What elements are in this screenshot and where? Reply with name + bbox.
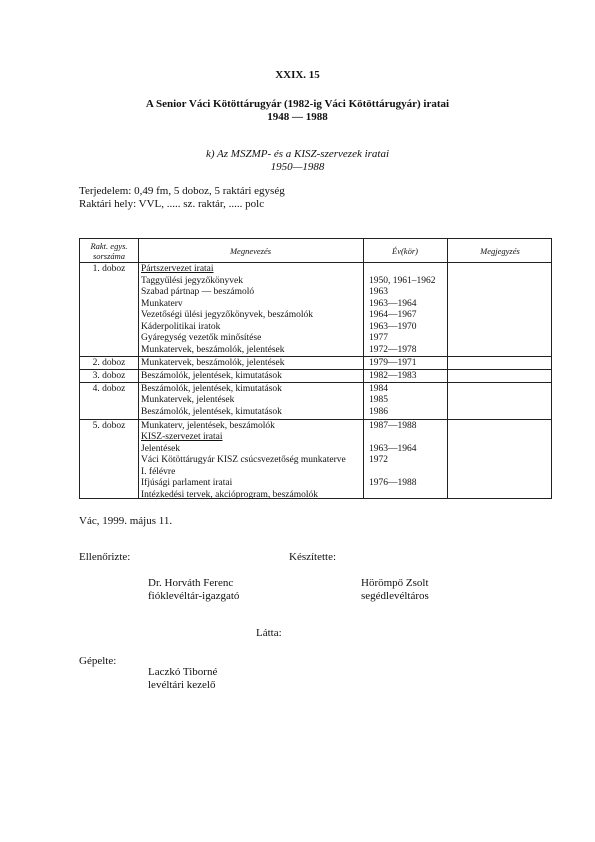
checked-label: Ellenőrizte:	[79, 551, 131, 563]
checker-name: Dr. Horváth Ferenc	[148, 577, 234, 589]
row-year: 1964—1967	[369, 310, 417, 320]
extent-text: Terjedelem: 0,49 fm, 5 doboz, 5 raktári egység	[79, 185, 285, 197]
row-year: 1987—1988	[369, 420, 417, 431]
box-label: 3. doboz	[92, 370, 126, 381]
header-note: Megjegyzés	[480, 246, 520, 256]
row-year: 1972	[369, 455, 388, 465]
seen-label: Látta:	[256, 627, 282, 639]
row-name: KISZ-szervezet iratai	[141, 432, 223, 442]
box-label: 5. doboz	[92, 420, 126, 431]
document-code: XXIX. 15	[275, 69, 320, 81]
section-title: k) Az MSZMP- és a KISZ-szervezek iratai	[205, 148, 390, 160]
checker-title: fióklevéltár-igazgató	[148, 590, 240, 602]
preparer-name: Hörömpő Zsolt	[361, 577, 429, 589]
row-name: Váci Kötöttárugyár KISZ csúcsvezetőség munkaterve	[141, 455, 346, 465]
header-divider	[80, 262, 551, 263]
place-date: Vác, 1999. május 11.	[79, 515, 173, 527]
preparer-title: segédlevéltáros	[361, 590, 429, 602]
box-label: 2. doboz	[92, 357, 126, 368]
row-year: 1976—1988	[369, 478, 417, 488]
header-name: Megnevezés	[229, 246, 272, 256]
row-name: Vezetőségi ülési jegyzőkönyvek, beszámolók	[141, 310, 314, 320]
row-name: Jelentések	[141, 443, 181, 454]
row-name: Taggyűlési jegyzőkönyvek	[141, 275, 243, 286]
document-title: A Senior Váci Kötöttárugyár (1982-ig Váci Kötöttárugyár) iratai	[145, 98, 450, 110]
row-name: Munkatervek, jelentések	[141, 395, 235, 405]
row-name: Gyáregység vezetők minősítése	[141, 333, 262, 343]
header-num-line1: Rakt. egys.	[90, 241, 128, 251]
typist-name: Laczkó Tiborné	[148, 666, 218, 678]
document-years: 1948 — 1988	[267, 111, 328, 123]
row-name: Munkaterv	[141, 298, 183, 309]
typed-label: Gépelte:	[79, 655, 117, 667]
row-year: 1979—1971	[369, 357, 417, 368]
row-name: Beszámolók, jelentések, kimutatások	[141, 383, 282, 394]
row-year: 1972—1978	[369, 344, 417, 355]
row-year: 1982—1983	[369, 370, 417, 381]
section-years: 1950—1988	[270, 161, 325, 173]
row-name: I. félévre	[141, 466, 176, 477]
row-year: 1950, 1961–1962	[369, 275, 436, 286]
row-year: 1985	[369, 395, 388, 405]
row-year: 1977	[369, 333, 388, 343]
inventory-table	[79, 238, 552, 499]
row-name: Káderpolitikai iratok	[141, 321, 221, 332]
row-year: 1963—1970	[369, 321, 417, 332]
row-name: Beszámolók, jelentések, kimutatások	[141, 406, 282, 417]
row-name: Szabad pártnap — beszámoló	[141, 287, 255, 297]
row-name: Intézkedési tervek, akcióprogram, beszámolók	[141, 489, 318, 500]
row-name: Munkatervek, beszámolók, jelentések	[141, 344, 285, 355]
prepared-label: Készítette:	[289, 551, 337, 563]
row-year: 1963—1964	[369, 298, 417, 309]
row-name: Munkatervek, beszámolók, jelentések	[141, 357, 285, 368]
row-year: 1986	[369, 406, 388, 417]
row-year: 1963	[369, 287, 388, 297]
row-name: Munkaterv, jelentések, beszámolók	[141, 420, 275, 431]
box-label: 4. doboz	[92, 383, 126, 394]
row-name: Pártszervezet iratai	[141, 264, 214, 274]
box-label: 1. doboz	[92, 264, 126, 274]
row-name: Beszámolók, jelentések, kimutatások	[141, 370, 282, 381]
row-year: 1963—1964	[369, 443, 417, 454]
header-num-line2: sorszáma	[92, 251, 126, 261]
row-name: Ifjúsági parlament iratai	[141, 478, 233, 488]
row-year: 1984	[369, 383, 388, 394]
header-year: Év(kör)	[392, 246, 418, 256]
typist-title: levéltári kezelő	[148, 679, 216, 691]
location-text: Raktári hely: VVL, ..... sz. raktár, ..... polc	[79, 198, 265, 210]
